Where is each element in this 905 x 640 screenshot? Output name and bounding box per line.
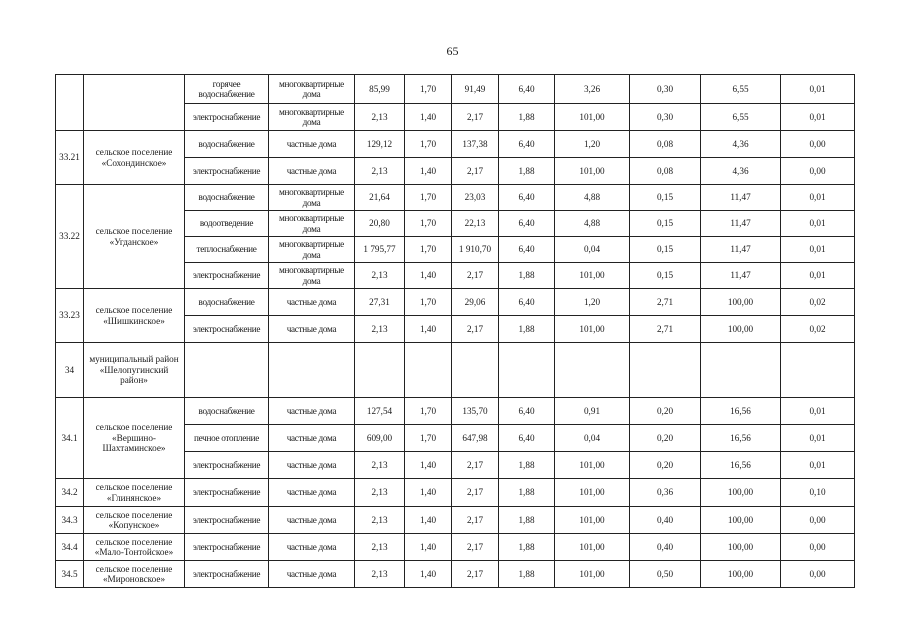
table-cell: электроснабжение bbox=[185, 561, 269, 588]
table-cell bbox=[499, 343, 555, 398]
table-cell: 91,49 bbox=[452, 75, 499, 104]
table-cell: частные дома bbox=[269, 534, 355, 561]
table-cell: 0,30 bbox=[630, 75, 701, 104]
table-cell: 2,71 bbox=[630, 316, 701, 343]
table-cell: 1,40 bbox=[405, 452, 452, 479]
table-cell: 1,88 bbox=[499, 561, 555, 588]
table-cell: 6,40 bbox=[499, 237, 555, 263]
table-cell: 1,40 bbox=[405, 479, 452, 507]
table-cell: 101,00 bbox=[555, 316, 630, 343]
table-cell: 0,00 bbox=[781, 561, 855, 588]
table-row bbox=[56, 289, 855, 316]
table-cell: 1,88 bbox=[499, 158, 555, 185]
table-cell: 100,00 bbox=[701, 534, 781, 561]
table-row bbox=[56, 561, 855, 588]
table-cell: 0,01 bbox=[781, 263, 855, 289]
table-cell: 0,02 bbox=[781, 316, 855, 343]
table-cell: 609,00 bbox=[355, 425, 405, 452]
table-cell: сельское поселение «Вершино-Шахтаминское» bbox=[84, 398, 185, 479]
table-cell: 0,40 bbox=[630, 534, 701, 561]
table-cell: многоквартирные дома bbox=[269, 263, 355, 289]
table-cell: 0,30 bbox=[630, 104, 701, 131]
table-cell: 6,40 bbox=[499, 185, 555, 211]
table-cell: 2,13 bbox=[355, 158, 405, 185]
table-cell: 2,17 bbox=[452, 452, 499, 479]
table-cell: 2,13 bbox=[355, 263, 405, 289]
table-cell: 0,01 bbox=[781, 211, 855, 237]
table-cell: 33.23 bbox=[56, 289, 84, 343]
table-cell: 0,91 bbox=[555, 398, 630, 425]
table-cell: 3,26 bbox=[555, 75, 630, 104]
table-cell: 0,15 bbox=[630, 211, 701, 237]
table-cell: 4,36 bbox=[701, 158, 781, 185]
table-cell: электроснабжение bbox=[185, 104, 269, 131]
table-cell: электроснабжение bbox=[185, 316, 269, 343]
table-cell: 1,40 bbox=[405, 263, 452, 289]
table-cell: электроснабжение bbox=[185, 263, 269, 289]
table-cell: сельское поселение «Угданское» bbox=[84, 185, 185, 289]
table-cell: 1,88 bbox=[499, 263, 555, 289]
table-cell: 0,00 bbox=[781, 131, 855, 158]
table-cell: 135,70 bbox=[452, 398, 499, 425]
table-row bbox=[56, 507, 855, 534]
table-cell: многоквартирные дома bbox=[269, 75, 355, 104]
table-cell bbox=[355, 343, 405, 398]
table-cell: 0,01 bbox=[781, 185, 855, 211]
table-cell: 0,01 bbox=[781, 237, 855, 263]
table-cell: 0,50 bbox=[630, 561, 701, 588]
table-cell: 34.4 bbox=[56, 534, 84, 561]
table-cell: 0,15 bbox=[630, 237, 701, 263]
table-cell: 11,47 bbox=[701, 237, 781, 263]
table-cell: частные дома bbox=[269, 425, 355, 452]
table-cell: 0,36 bbox=[630, 479, 701, 507]
table-cell: 1,70 bbox=[405, 211, 452, 237]
table-cell: 23,03 bbox=[452, 185, 499, 211]
table-cell: 11,47 bbox=[701, 211, 781, 237]
table-cell: 0,04 bbox=[555, 237, 630, 263]
table-cell bbox=[630, 343, 701, 398]
table-cell: частные дома bbox=[269, 289, 355, 316]
table-cell bbox=[781, 343, 855, 398]
table-cell: 2,17 bbox=[452, 479, 499, 507]
table-cell: 34.2 bbox=[56, 479, 84, 507]
table-cell: 647,98 bbox=[452, 425, 499, 452]
table-cell: 2,17 bbox=[452, 316, 499, 343]
table-cell: 1 910,70 bbox=[452, 237, 499, 263]
table-cell bbox=[185, 343, 269, 398]
table-cell: электроснабжение bbox=[185, 534, 269, 561]
table-cell: 0,00 bbox=[781, 158, 855, 185]
table-cell: 2,13 bbox=[355, 534, 405, 561]
table-cell: 21,64 bbox=[355, 185, 405, 211]
table-cell: многоквартирные дома bbox=[269, 237, 355, 263]
page-number: 65 bbox=[446, 44, 459, 58]
tariff-table bbox=[55, 74, 855, 588]
table-cell: частные дома bbox=[269, 398, 355, 425]
table-cell: 101,00 bbox=[555, 479, 630, 507]
table-cell: 137,38 bbox=[452, 131, 499, 158]
table-cell: 100,00 bbox=[701, 507, 781, 534]
table-cell bbox=[56, 75, 84, 131]
table-cell: 0,08 bbox=[630, 158, 701, 185]
table-cell: 0,15 bbox=[630, 185, 701, 211]
table-cell: 0,01 bbox=[781, 104, 855, 131]
table-cell: 101,00 bbox=[555, 452, 630, 479]
table-cell: печное отопление bbox=[185, 425, 269, 452]
table-cell: 2,13 bbox=[355, 316, 405, 343]
table-row bbox=[56, 534, 855, 561]
table-cell: электроснабжение bbox=[185, 507, 269, 534]
table-cell: водоотведение bbox=[185, 211, 269, 237]
table-cell bbox=[84, 75, 185, 131]
table-cell: муниципальный район «Шелопугинский район» bbox=[84, 343, 185, 398]
table-cell: 0,00 bbox=[781, 534, 855, 561]
table-cell: 0,15 bbox=[630, 263, 701, 289]
table-row bbox=[56, 131, 855, 158]
table-cell: 2,13 bbox=[355, 452, 405, 479]
table-cell: 101,00 bbox=[555, 561, 630, 588]
table-cell: 101,00 bbox=[555, 158, 630, 185]
table-cell: 1,40 bbox=[405, 158, 452, 185]
table-cell: 1,40 bbox=[405, 561, 452, 588]
table-cell: многоквартирные дома bbox=[269, 104, 355, 131]
table-cell: водоснабжение bbox=[185, 289, 269, 316]
table-cell: 2,13 bbox=[355, 561, 405, 588]
table-cell: 0,01 bbox=[781, 398, 855, 425]
table-cell: 0,20 bbox=[630, 398, 701, 425]
table-cell: 1 795,77 bbox=[355, 237, 405, 263]
table-cell: 34 bbox=[56, 343, 84, 398]
table-cell: 101,00 bbox=[555, 104, 630, 131]
table-cell: частные дома bbox=[269, 158, 355, 185]
table-cell: 2,17 bbox=[452, 561, 499, 588]
table-cell: 1,20 bbox=[555, 289, 630, 316]
table-cell: 2,17 bbox=[452, 158, 499, 185]
table-cell: 1,70 bbox=[405, 75, 452, 104]
table-cell: частные дома bbox=[269, 479, 355, 507]
table-cell: горячее водоснабжение bbox=[185, 75, 269, 104]
table-cell: электроснабжение bbox=[185, 452, 269, 479]
table-cell: 101,00 bbox=[555, 263, 630, 289]
table-cell: 1,40 bbox=[405, 534, 452, 561]
table-cell: 4,88 bbox=[555, 185, 630, 211]
table-cell: сельское поселение «Мало-Тонтойское» bbox=[84, 534, 185, 561]
table-cell: 11,47 bbox=[701, 185, 781, 211]
table-cell: 101,00 bbox=[555, 534, 630, 561]
table-cell: 1,40 bbox=[405, 104, 452, 131]
table-cell: 1,88 bbox=[499, 104, 555, 131]
table-cell: 0,40 bbox=[630, 507, 701, 534]
table-cell: 0,01 bbox=[781, 75, 855, 104]
table-cell: водоснабжение bbox=[185, 131, 269, 158]
table-cell: 1,70 bbox=[405, 185, 452, 211]
table-cell: 100,00 bbox=[701, 316, 781, 343]
table-row bbox=[56, 75, 855, 104]
table-cell: 6,55 bbox=[701, 75, 781, 104]
table-cell: 22,13 bbox=[452, 211, 499, 237]
table-cell: 0,01 bbox=[781, 425, 855, 452]
table-cell: 85,99 bbox=[355, 75, 405, 104]
table-cell: 129,12 bbox=[355, 131, 405, 158]
table-cell: 0,04 bbox=[555, 425, 630, 452]
table-cell: 0,01 bbox=[781, 452, 855, 479]
table-cell: 100,00 bbox=[701, 479, 781, 507]
table-cell: 6,40 bbox=[499, 425, 555, 452]
table-cell: 1,70 bbox=[405, 237, 452, 263]
table-cell: 1,88 bbox=[499, 479, 555, 507]
table-cell: 6,40 bbox=[499, 131, 555, 158]
table-cell: 16,56 bbox=[701, 452, 781, 479]
table-cell: 27,31 bbox=[355, 289, 405, 316]
table-cell: 2,13 bbox=[355, 507, 405, 534]
table-cell: 6,55 bbox=[701, 104, 781, 131]
table-cell: 4,36 bbox=[701, 131, 781, 158]
table-cell: сельское поселение «Мироновское» bbox=[84, 561, 185, 588]
table-cell: 2,13 bbox=[355, 104, 405, 131]
table-cell: частные дома bbox=[269, 316, 355, 343]
table-cell: 11,47 bbox=[701, 263, 781, 289]
table-row bbox=[56, 398, 855, 425]
table-cell: 33.21 bbox=[56, 131, 84, 185]
table-cell: 1,70 bbox=[405, 398, 452, 425]
table-cell: 1,88 bbox=[499, 452, 555, 479]
table-cell: водоснабжение bbox=[185, 398, 269, 425]
table-cell: водоснабжение bbox=[185, 185, 269, 211]
table-cell: 4,88 bbox=[555, 211, 630, 237]
table-cell: 2,17 bbox=[452, 104, 499, 131]
table-cell: частные дома bbox=[269, 561, 355, 588]
table-cell: электроснабжение bbox=[185, 479, 269, 507]
table-cell: многоквартирные дома bbox=[269, 185, 355, 211]
table-cell: 100,00 bbox=[701, 561, 781, 588]
table-cell: электроснабжение bbox=[185, 158, 269, 185]
table-cell bbox=[555, 343, 630, 398]
table-cell: 101,00 bbox=[555, 507, 630, 534]
table-cell: 1,20 bbox=[555, 131, 630, 158]
table-cell: 16,56 bbox=[701, 425, 781, 452]
table-cell: 0,08 bbox=[630, 131, 701, 158]
table-cell: 6,40 bbox=[499, 289, 555, 316]
table-cell: 1,40 bbox=[405, 316, 452, 343]
table-cell: 2,71 bbox=[630, 289, 701, 316]
table-row bbox=[56, 479, 855, 507]
table-cell: сельское поселение «Шишкинское» bbox=[84, 289, 185, 343]
table-cell: 2,17 bbox=[452, 263, 499, 289]
table-cell bbox=[269, 343, 355, 398]
table-cell: 6,40 bbox=[499, 75, 555, 104]
table-cell: 1,88 bbox=[499, 534, 555, 561]
table-cell: частные дома bbox=[269, 452, 355, 479]
table-cell: сельское поселение «Сохондинское» bbox=[84, 131, 185, 185]
table-cell bbox=[701, 343, 781, 398]
table-cell: 0,02 bbox=[781, 289, 855, 316]
table-cell: 20,80 bbox=[355, 211, 405, 237]
table-cell: сельское поселение «Глинянское» bbox=[84, 479, 185, 507]
table-cell: теплоснабжение bbox=[185, 237, 269, 263]
table-cell: 0,20 bbox=[630, 452, 701, 479]
table-cell: многоквартирные дома bbox=[269, 211, 355, 237]
table-cell: 1,70 bbox=[405, 131, 452, 158]
table-cell: 1,70 bbox=[405, 289, 452, 316]
table-cell: 33.22 bbox=[56, 185, 84, 289]
table-cell: 0,20 bbox=[630, 425, 701, 452]
table-cell: 1,88 bbox=[499, 507, 555, 534]
table-cell: 6,40 bbox=[499, 211, 555, 237]
table-cell: 2,17 bbox=[452, 507, 499, 534]
table-cell: 1,70 bbox=[405, 425, 452, 452]
table-cell: 2,13 bbox=[355, 479, 405, 507]
table-cell: 34.5 bbox=[56, 561, 84, 588]
table-cell: частные дома bbox=[269, 131, 355, 158]
table-cell: 0,10 bbox=[781, 479, 855, 507]
table-row bbox=[56, 185, 855, 211]
table-cell: 1,40 bbox=[405, 507, 452, 534]
table-cell bbox=[405, 343, 452, 398]
table-cell: частные дома bbox=[269, 507, 355, 534]
table-cell: 127,54 bbox=[355, 398, 405, 425]
table-cell: 1,88 bbox=[499, 316, 555, 343]
table-cell: 34.3 bbox=[56, 507, 84, 534]
table-cell: 16,56 bbox=[701, 398, 781, 425]
table-cell bbox=[452, 343, 499, 398]
table-cell: 34.1 bbox=[56, 398, 84, 479]
table-cell: 29,06 bbox=[452, 289, 499, 316]
table-cell: 100,00 bbox=[701, 289, 781, 316]
table-row bbox=[56, 343, 855, 398]
table-cell: 6,40 bbox=[499, 398, 555, 425]
table-cell: 0,00 bbox=[781, 507, 855, 534]
table-cell: сельское поселение «Копунское» bbox=[84, 507, 185, 534]
table-cell: 2,17 bbox=[452, 534, 499, 561]
